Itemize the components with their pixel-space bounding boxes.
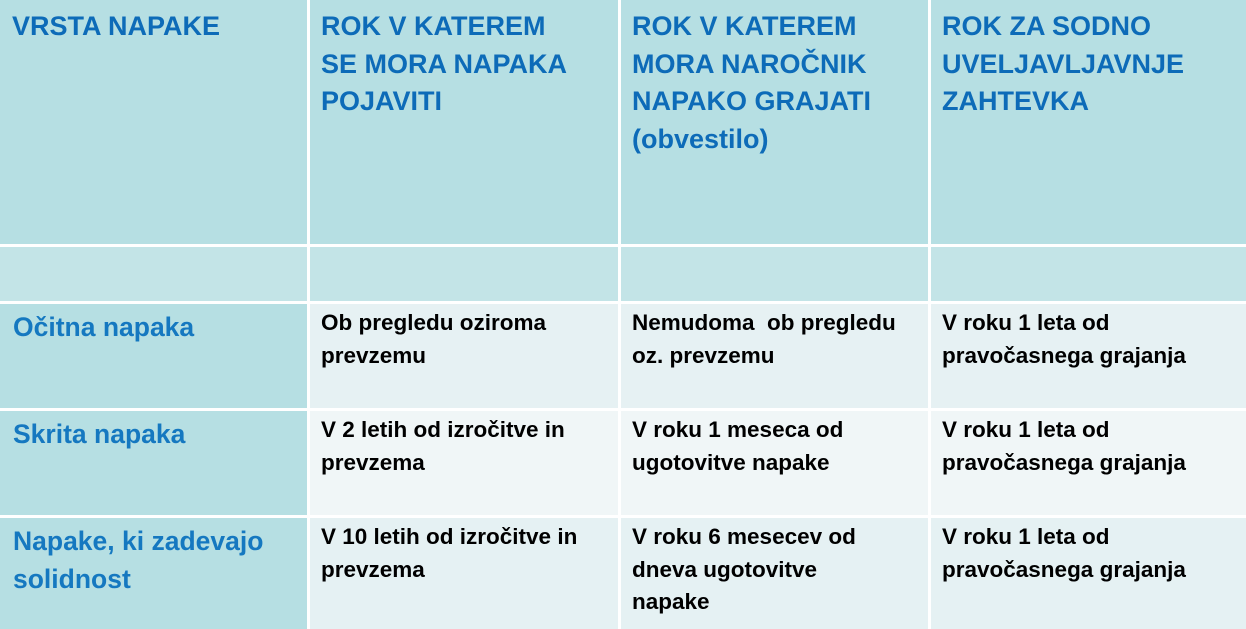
spacer-cell [0,247,310,304]
header-cell-defect-type [0,0,310,247]
cell-line: napake [632,589,710,614]
spacer-cell [310,247,621,304]
table-cell [931,518,1246,629]
row-label-obvious-defect [0,304,310,411]
cell-line: V roku 1 leta od [942,524,1110,549]
cell-line: pravočasnega grajanja [942,342,1186,368]
table-cell [621,518,931,629]
header-line: UVELJAVLJAVNJE [942,48,1185,79]
header-line: POJAVITI [321,86,443,116]
header-line: (obvestilo) [632,123,769,154]
cell-line: V roku 1 leta od [942,310,1110,335]
row-label-line: Skrita napaka [13,419,186,449]
cell-line: prevzema [321,556,425,582]
header-line: ROK V KATEREM [632,11,857,41]
header-line: ZAHTEVKA [942,86,1089,116]
row-label-line: solidnost [13,564,131,594]
header-cell-notice-period [621,0,931,247]
table-cell [621,411,931,518]
row-label-hidden-defect [0,411,310,518]
table-cell [931,304,1246,411]
cell-line: V 2 letih od izročitve in [321,417,565,442]
cell-line: Nemudoma ob pregledu [632,310,896,335]
row-label-solidity-defect [0,518,310,629]
table-cell [310,518,621,629]
row-label-line: Napake, ki zadevajo [13,526,264,556]
header-cell-defect-appearance-period [310,0,621,247]
header-line: VRSTA NAPAKE [12,11,221,41]
header-line: SE MORA NAPAKA [321,48,568,79]
cell-line: ugotovitve napake [632,449,830,475]
cell-line: pravočasnega grajanja [942,556,1186,582]
row-label-line: Očitna napaka [13,312,195,342]
table-cell [931,411,1246,518]
cell-line: dneva ugotovitve [632,556,818,582]
cell-line: V 10 letih od izročitve in [321,524,578,549]
cell-line: oz. prevzemu [632,342,775,368]
table-cell [621,304,931,411]
header-line: ROK V KATEREM [321,11,546,41]
cell-line: V roku 6 mesecev od [632,524,856,549]
header-line: MORA NAROČNIK [632,48,867,79]
table-cell [310,304,621,411]
table-cell [310,411,621,518]
cell-line: V roku 1 meseca od [632,417,844,442]
header-line: ROK ZA SODNO [942,11,1151,41]
cell-line: V roku 1 leta od [942,417,1110,442]
header-line: NAPAKO GRAJATI [632,86,872,116]
cell-line: prevzemu [321,342,427,368]
cell-line: prevzema [321,449,425,475]
header-cell-claim-period [931,0,1246,247]
cell-line: pravočasnega grajanja [942,449,1186,475]
cell-line: Ob pregledu oziroma [321,310,547,335]
spacer-cell [931,247,1246,304]
spacer-cell [621,247,931,304]
